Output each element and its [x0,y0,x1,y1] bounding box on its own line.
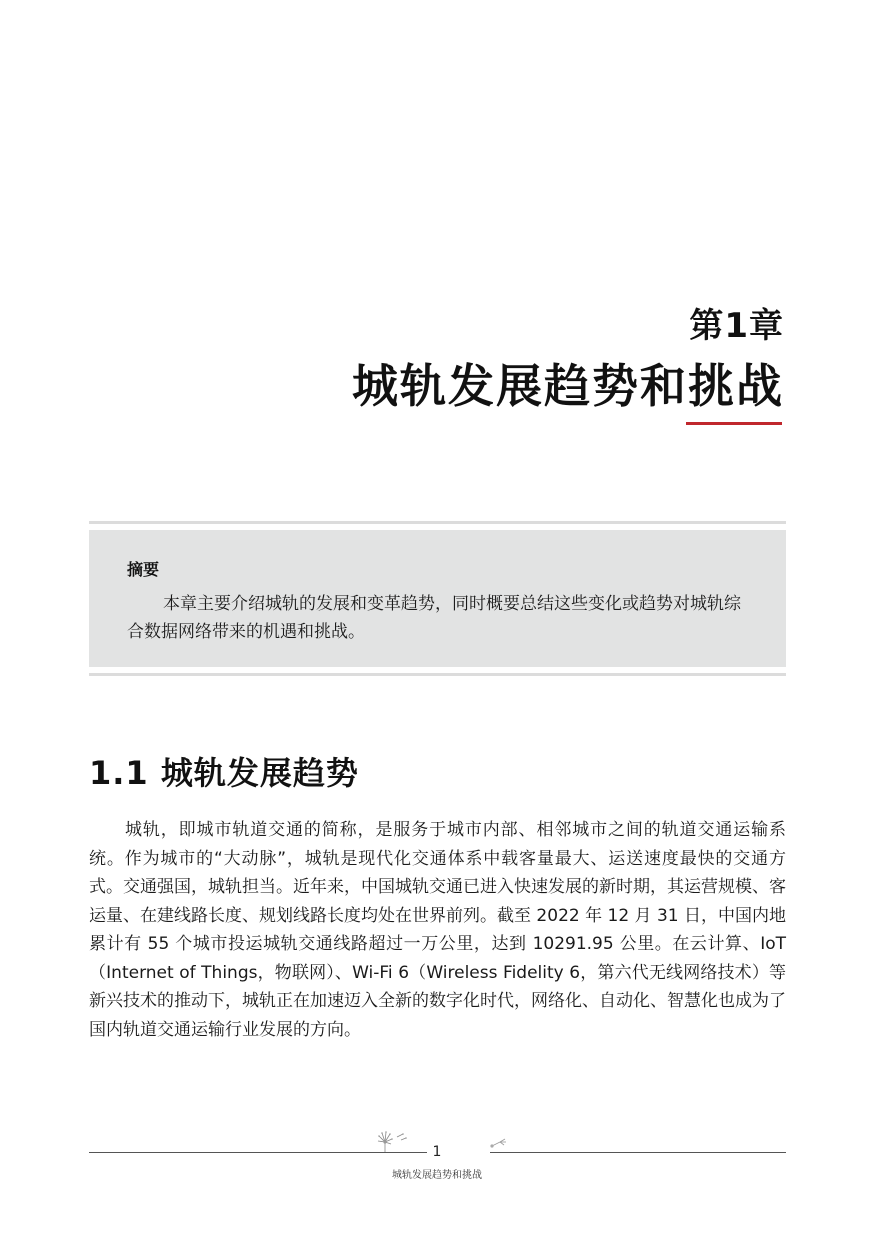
chapter-number: 第1章 [689,306,784,346]
running-footer-title: 城轨发展趋势和挑战 [392,1170,482,1181]
abstract-top-rule [89,521,786,524]
page-number: 1 [432,1144,442,1160]
abstract-text: 本章主要介绍城轨的发展和变革趋势，同时概要总结这些变化或趋势对城轨综合数据网络带来的机遇和挑战。 [127,594,741,642]
chapter-title-underline [686,422,782,425]
section-heading: 1.1 城轨发展趋势 [89,754,359,792]
abstract-heading: 摘要 [127,560,160,579]
body-paragraph: 城轨，即城市轨道交通的简称，是服务于城市内部、相邻城市之间的轨道交通运输系统。作为城市的“大动脉”，城轨是现代化交通体系中载客量最大、运送速度最快的交通方式。交通强国，城轨担当。近年来，中国城轨交通已进入快速发展的新时期，其运营规模、客运量、在建线路长度、规划线路长度均处在世界前列。截至 2022 年 12 月 31 日，中国内地累计有 55 个城市投运城轨交通线路超过一万公里，达到 10291.95 公里。在云计算、IoT（Internet of Things，物联网）、Wi-Fi 6（Wireless Fidelity 6，第六代无线网络技术）等新兴技术的推动下，城轨正在加速迈入全新的数字化时代，网络化、自动化、智慧化也成为了国内轨道交通运输行业发展的方向。 [89,820,786,1040]
abstract-section [89,521,786,676]
abstract-bottom-rule [89,673,786,676]
chapter-title: 城轨发展趋势和挑战 [352,359,784,413]
abstract-box [89,530,786,667]
